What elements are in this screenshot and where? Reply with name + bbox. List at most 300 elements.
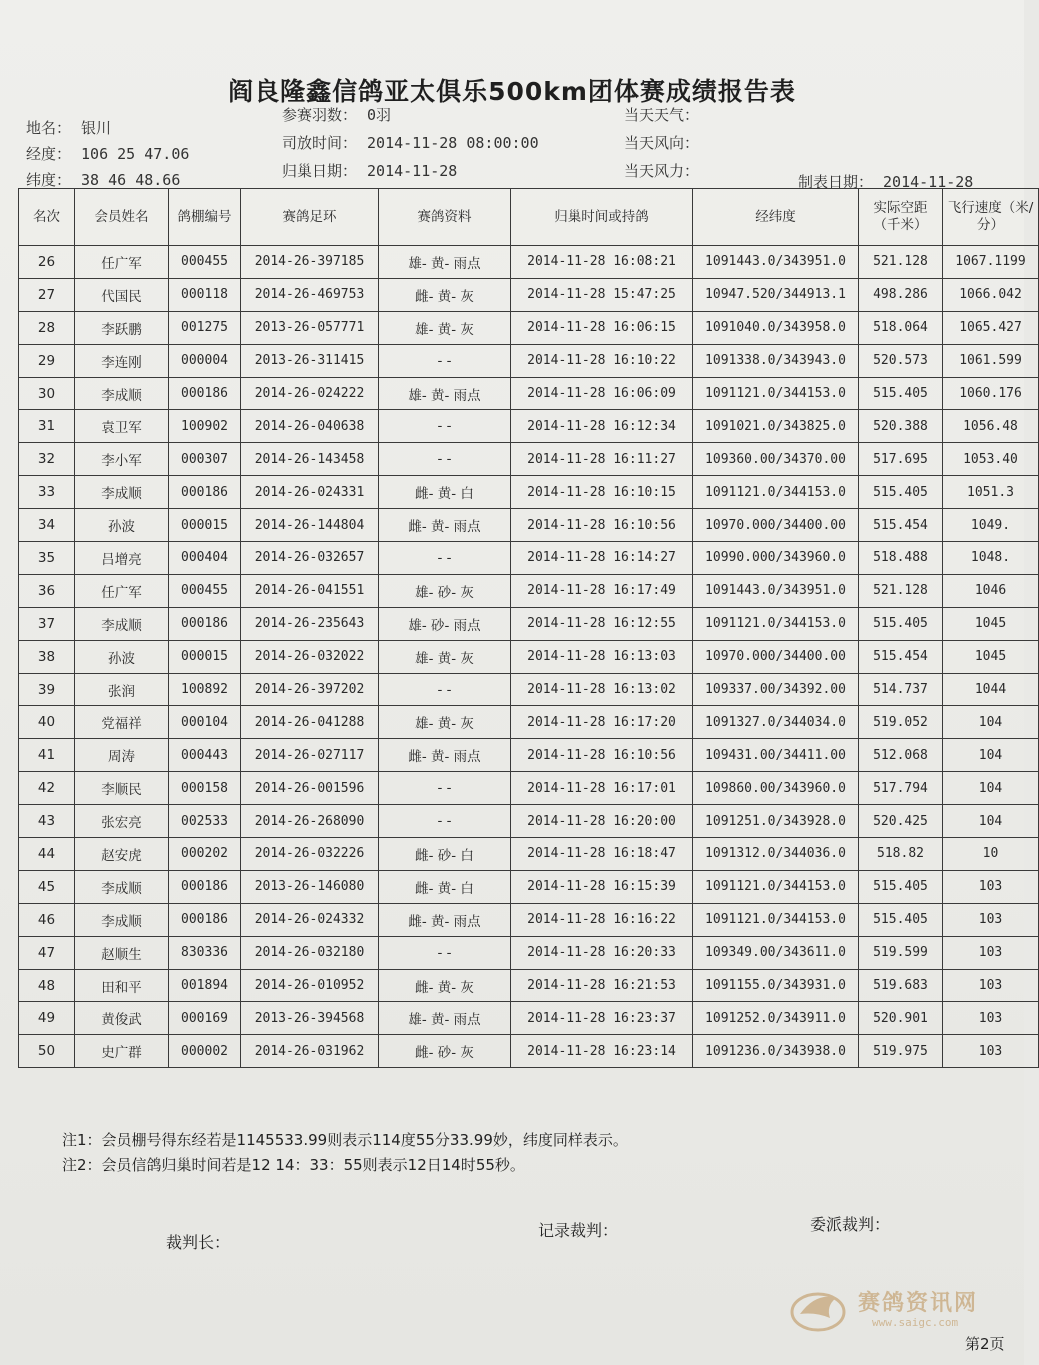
wind-direction-label: 当天风向： (624, 134, 700, 152)
return-time-cell: 2014-11-28 16:20:00 (511, 805, 693, 838)
ring-number-cell: 2014-26-032022 (241, 640, 379, 673)
table-row (19, 1035, 1039, 1068)
table-header-row (19, 189, 1039, 246)
rank-cell: 38 (19, 640, 75, 673)
return-time-cell: 2014-11-28 16:06:15 (511, 311, 693, 344)
latitude-value: 38 46 48.66 (81, 171, 181, 189)
wind-direction-field (624, 132, 699, 153)
rank-cell: 37 (19, 607, 75, 640)
distance-cell: 520.425 (859, 805, 943, 838)
pigeon-info-cell: 雌- 黄- 雨点 (379, 903, 511, 936)
coordinates-cell: 109431.00/34411.00 (693, 739, 859, 772)
coordinates-cell: 1091121.0/344153.0 (693, 607, 859, 640)
distance-cell: 515.405 (859, 870, 943, 903)
speed-cell: 1051.3 (943, 476, 1039, 509)
place-label: 地名： (26, 119, 72, 137)
rank-cell: 43 (19, 805, 75, 838)
return-time-cell: 2014-11-28 16:11:27 (511, 443, 693, 476)
rank-cell: 28 (19, 311, 75, 344)
table-row (19, 509, 1039, 542)
table-row (19, 969, 1039, 1002)
ring-number-cell: 2013-26-311415 (241, 344, 379, 377)
return-time-cell: 2014-11-28 16:10:56 (511, 739, 693, 772)
coordinates-cell: 1091121.0/344153.0 (693, 870, 859, 903)
member-name-cell: 赵安虎 (75, 838, 169, 871)
distance-cell: 515.454 (859, 640, 943, 673)
col-info-header: 赛鸽资料 (379, 189, 511, 246)
longitude-field (26, 143, 189, 164)
member-name-cell: 史广群 (75, 1035, 169, 1068)
coordinates-cell: 1091155.0/343931.0 (693, 969, 859, 1002)
return-time-cell: 2014-11-28 16:23:37 (511, 1002, 693, 1035)
pigeon-info-cell: 雄- 黄- 灰 (379, 311, 511, 344)
place-value: 银川 (81, 119, 112, 137)
coordinates-cell: 1091021.0/343825.0 (693, 410, 859, 443)
member-name-cell: 李成顺 (75, 903, 169, 936)
coordinates-cell: 1091040.0/343958.0 (693, 311, 859, 344)
distance-cell: 520.901 (859, 1002, 943, 1035)
coordinates-cell: 1091252.0/343911.0 (693, 1002, 859, 1035)
loft-number-cell: 100892 (169, 673, 241, 706)
return-value: 2014-11-28 (367, 162, 458, 180)
ring-number-cell: 2014-26-235643 (241, 607, 379, 640)
distance-cell: 519.683 (859, 969, 943, 1002)
speed-cell: 10 (943, 838, 1039, 871)
pigeon-info-cell: 雄- 砂- 雨点 (379, 607, 511, 640)
ring-number-cell: 2014-26-397185 (241, 246, 379, 279)
table-row (19, 936, 1039, 969)
notes-block (62, 1128, 628, 1178)
distance-cell: 521.128 (859, 246, 943, 279)
member-name-cell: 吕增亮 (75, 542, 169, 575)
speed-cell: 104 (943, 739, 1039, 772)
ring-number-cell: 2014-26-397202 (241, 673, 379, 706)
distance-cell: 515.454 (859, 509, 943, 542)
speed-cell: 103 (943, 1002, 1039, 1035)
return-time-cell: 2014-11-28 16:10:15 (511, 476, 693, 509)
speed-cell: 1046 (943, 574, 1039, 607)
ring-number-cell: 2013-26-394568 (241, 1002, 379, 1035)
table-row (19, 344, 1039, 377)
distance-cell: 520.573 (859, 344, 943, 377)
loft-number-cell: 000186 (169, 607, 241, 640)
pigeon-info-cell: 雄- 黄- 雨点 (379, 377, 511, 410)
return-time-cell: 2014-11-28 16:08:21 (511, 246, 693, 279)
member-name-cell: 李连刚 (75, 344, 169, 377)
coordinates-cell: 10947.520/344913.1 (693, 278, 859, 311)
distance-cell: 519.052 (859, 706, 943, 739)
member-name-cell: 李成顺 (75, 377, 169, 410)
return-time-cell: 2014-11-28 16:17:01 (511, 772, 693, 805)
speed-cell: 104 (943, 772, 1039, 805)
return-time-cell: 2014-11-28 16:14:27 (511, 542, 693, 575)
loft-number-cell: 000443 (169, 739, 241, 772)
coordinates-cell: 1091121.0/344153.0 (693, 476, 859, 509)
pigeon-info-cell: - - (379, 344, 511, 377)
table-row (19, 838, 1039, 871)
loft-number-cell: 001894 (169, 969, 241, 1002)
coordinates-cell: 1091121.0/344153.0 (693, 377, 859, 410)
member-name-cell: 党福祥 (75, 706, 169, 739)
table-row (19, 607, 1039, 640)
wind-force-label: 当天风力： (624, 162, 700, 180)
return-time-cell: 2014-11-28 16:10:56 (511, 509, 693, 542)
rank-cell: 30 (19, 377, 75, 410)
ring-number-cell: 2014-26-010952 (241, 969, 379, 1002)
speed-cell: 1045 (943, 640, 1039, 673)
ring-number-cell: 2014-26-040638 (241, 410, 379, 443)
return-time-cell: 2014-11-28 16:12:55 (511, 607, 693, 640)
speed-cell: 103 (943, 1035, 1039, 1068)
member-name-cell: 袁卫军 (75, 410, 169, 443)
loft-number-cell: 000015 (169, 640, 241, 673)
member-name-cell: 代国民 (75, 278, 169, 311)
distance-cell: 519.975 (859, 1035, 943, 1068)
speed-cell: 104 (943, 805, 1039, 838)
latitude-field (26, 169, 180, 190)
results-table (18, 188, 1039, 1068)
rank-cell: 36 (19, 574, 75, 607)
weather-label: 当天天气： (624, 106, 700, 124)
ring-number-cell: 2014-26-001596 (241, 772, 379, 805)
rank-cell: 48 (19, 969, 75, 1002)
loft-number-cell: 000158 (169, 772, 241, 805)
member-name-cell: 李成顺 (75, 476, 169, 509)
rank-cell: 50 (19, 1035, 75, 1068)
rank-cell: 27 (19, 278, 75, 311)
pigeon-info-cell: - - (379, 772, 511, 805)
table-row (19, 443, 1039, 476)
table-row (19, 772, 1039, 805)
pigeon-logo-icon (786, 1284, 850, 1336)
member-name-cell: 李成顺 (75, 870, 169, 903)
table-row (19, 311, 1039, 344)
distance-cell: 519.599 (859, 936, 943, 969)
table-row (19, 410, 1039, 443)
member-name-cell: 李小军 (75, 443, 169, 476)
member-name-cell: 张宏亮 (75, 805, 169, 838)
table-row (19, 739, 1039, 772)
loft-number-cell: 000404 (169, 542, 241, 575)
record-judge-label: 记录裁判： (538, 1221, 619, 1240)
rank-cell: 46 (19, 903, 75, 936)
rank-cell: 32 (19, 443, 75, 476)
ring-number-cell: 2014-26-032657 (241, 542, 379, 575)
coordinates-cell: 1091312.0/344036.0 (693, 838, 859, 871)
rank-cell: 40 (19, 706, 75, 739)
coordinates-cell: 1091251.0/343928.0 (693, 805, 859, 838)
weather-field (624, 104, 699, 125)
pigeon-info-cell: - - (379, 410, 511, 443)
table-row (19, 640, 1039, 673)
distance-cell: 520.388 (859, 410, 943, 443)
rank-cell: 31 (19, 410, 75, 443)
member-name-cell: 张润 (75, 673, 169, 706)
chief-judge-label: 裁判长： (166, 1233, 231, 1252)
table-body (19, 246, 1039, 1068)
speed-cell: 1066.042 (943, 278, 1039, 311)
ring-number-cell: 2014-26-469753 (241, 278, 379, 311)
col-name-header: 会员姓名 (75, 189, 169, 246)
note-1: 注1：会员棚号得东经若是1145533.99则表示114度55分33.99妙，纬度同样表示。 (62, 1131, 628, 1149)
return-time-cell: 2014-11-28 16:06:09 (511, 377, 693, 410)
speed-cell: 1044 (943, 673, 1039, 706)
speed-cell: 104 (943, 706, 1039, 739)
release-field (282, 132, 539, 153)
loft-number-cell: 000186 (169, 903, 241, 936)
speed-cell: 1045 (943, 607, 1039, 640)
return-time-cell: 2014-11-28 16:10:22 (511, 344, 693, 377)
distance-cell: 514.737 (859, 673, 943, 706)
col-time-header: 归巢时间或持鸽 (511, 189, 693, 246)
member-name-cell: 孙波 (75, 640, 169, 673)
ring-number-cell: 2014-26-031962 (241, 1035, 379, 1068)
coordinates-cell: 109349.00/343611.0 (693, 936, 859, 969)
pigeon-info-cell: - - (379, 936, 511, 969)
pigeon-info-cell: 雌- 黄- 雨点 (379, 739, 511, 772)
ring-number-cell: 2014-26-144804 (241, 509, 379, 542)
loft-number-cell: 000307 (169, 443, 241, 476)
pigeon-info-cell: 雌- 砂- 灰 (379, 1035, 511, 1068)
ring-number-cell: 2014-26-024332 (241, 903, 379, 936)
rank-cell: 49 (19, 1002, 75, 1035)
member-name-cell: 任广军 (75, 574, 169, 607)
return-time-cell: 2014-11-28 16:17:49 (511, 574, 693, 607)
coordinates-cell: 1091443.0/343951.0 (693, 246, 859, 279)
return-time-cell: 2014-11-28 16:21:53 (511, 969, 693, 1002)
speed-cell: 1049. (943, 509, 1039, 542)
return-label: 归巢日期： (282, 162, 358, 180)
appointed-judge-label: 委派裁判： (810, 1215, 891, 1234)
rank-cell: 47 (19, 936, 75, 969)
release-label: 司放时间： (282, 134, 358, 152)
ring-number-cell: 2013-26-057771 (241, 311, 379, 344)
distance-cell: 515.405 (859, 377, 943, 410)
ring-number-cell: 2014-26-041288 (241, 706, 379, 739)
pigeon-info-cell: - - (379, 673, 511, 706)
distance-cell: 515.405 (859, 476, 943, 509)
place-field (26, 117, 111, 138)
coordinates-cell: 10990.000/343960.0 (693, 542, 859, 575)
site-watermark (786, 1282, 1016, 1338)
return-time-cell: 2014-11-28 16:17:20 (511, 706, 693, 739)
ring-number-cell: 2014-26-032180 (241, 936, 379, 969)
col-distance-header: 实际空距（千米） (859, 189, 943, 246)
speed-cell: 103 (943, 903, 1039, 936)
table-row (19, 706, 1039, 739)
rank-cell: 42 (19, 772, 75, 805)
watermark-text: 赛鸽资讯网 (858, 1291, 979, 1316)
loft-number-cell: 000015 (169, 509, 241, 542)
speed-cell: 1053.40 (943, 443, 1039, 476)
distance-cell: 515.405 (859, 903, 943, 936)
loft-number-cell: 000186 (169, 476, 241, 509)
pigeon-info-cell: 雌- 黄- 白 (379, 870, 511, 903)
loft-number-cell: 001275 (169, 311, 241, 344)
rank-cell: 35 (19, 542, 75, 575)
member-name-cell: 任广军 (75, 246, 169, 279)
rank-cell: 33 (19, 476, 75, 509)
pigeon-info-cell: 雄- 黄- 灰 (379, 640, 511, 673)
table-row (19, 476, 1039, 509)
member-name-cell: 李成顺 (75, 607, 169, 640)
coordinates-cell: 1091443.0/343951.0 (693, 574, 859, 607)
pigeon-info-cell: - - (379, 443, 511, 476)
distance-cell: 521.128 (859, 574, 943, 607)
table-row (19, 574, 1039, 607)
col-rank-header: 名次 (19, 189, 75, 246)
return-time-cell: 2014-11-28 16:13:02 (511, 673, 693, 706)
distance-cell: 515.405 (859, 607, 943, 640)
return-time-cell: 2014-11-28 16:20:33 (511, 936, 693, 969)
distance-cell: 518.82 (859, 838, 943, 871)
wind-force-field (624, 160, 699, 181)
speed-cell: 1060.176 (943, 377, 1039, 410)
table-row (19, 1002, 1039, 1035)
speed-cell: 103 (943, 969, 1039, 1002)
pigeon-info-cell: - - (379, 542, 511, 575)
watermark-url: www.saigc.com (872, 1316, 959, 1329)
pigeon-info-cell: 雌- 黄- 灰 (379, 969, 511, 1002)
coordinates-cell: 109360.00/34370.00 (693, 443, 859, 476)
loft-number-cell: 000118 (169, 278, 241, 311)
speed-cell: 1065.427 (943, 311, 1039, 344)
entries-value: 0羽 (367, 106, 392, 124)
loft-number-cell: 000455 (169, 246, 241, 279)
release-value: 2014-11-28 08:00:00 (367, 134, 539, 152)
pigeon-info-cell: 雄- 黄- 雨点 (379, 1002, 511, 1035)
ring-number-cell: 2013-26-146080 (241, 870, 379, 903)
table-row (19, 673, 1039, 706)
longitude-label: 经度： (26, 145, 72, 163)
ring-number-cell: 2014-26-041551 (241, 574, 379, 607)
coordinates-cell: 1091338.0/343943.0 (693, 344, 859, 377)
return-time-cell: 2014-11-28 16:18:47 (511, 838, 693, 871)
table-row (19, 805, 1039, 838)
speed-cell: 103 (943, 936, 1039, 969)
rank-cell: 44 (19, 838, 75, 871)
loft-number-cell: 000202 (169, 838, 241, 871)
page-number: 第2页 (965, 1335, 1005, 1353)
speed-cell: 1061.599 (943, 344, 1039, 377)
return-time-cell: 2014-11-28 15:47:25 (511, 278, 693, 311)
loft-number-cell: 000104 (169, 706, 241, 739)
speed-cell: 1067.1199 (943, 246, 1039, 279)
return-time-cell: 2014-11-28 16:15:39 (511, 870, 693, 903)
pigeon-info-cell: 雌- 砂- 白 (379, 838, 511, 871)
ring-number-cell: 2014-26-032226 (241, 838, 379, 871)
coordinates-cell: 10970.000/34400.00 (693, 509, 859, 542)
table-row (19, 246, 1039, 279)
speed-cell: 1048. (943, 542, 1039, 575)
rank-cell: 26 (19, 246, 75, 279)
distance-cell: 518.488 (859, 542, 943, 575)
pigeon-info-cell: 雄- 黄- 雨点 (379, 246, 511, 279)
col-speed-header: 飞行速度（米/分） (943, 189, 1039, 246)
coordinates-cell: 1091236.0/343938.0 (693, 1035, 859, 1068)
distance-cell: 518.064 (859, 311, 943, 344)
ring-number-cell: 2014-26-027117 (241, 739, 379, 772)
latitude-label: 纬度： (26, 171, 72, 189)
loft-number-cell: 100902 (169, 410, 241, 443)
member-name-cell: 李顺民 (75, 772, 169, 805)
report-title: 阎良隆鑫信鸽亚太俱乐500km团体赛成绩报告表 (228, 77, 796, 106)
loft-number-cell: 000455 (169, 574, 241, 607)
member-name-cell: 黄俊武 (75, 1002, 169, 1035)
longitude-value: 106 25 47.06 (81, 145, 190, 163)
distance-cell: 512.068 (859, 739, 943, 772)
loft-number-cell: 002533 (169, 805, 241, 838)
distance-cell: 517.794 (859, 772, 943, 805)
loft-number-cell: 000186 (169, 377, 241, 410)
loft-number-cell: 000004 (169, 344, 241, 377)
table-row (19, 870, 1039, 903)
rank-cell: 41 (19, 739, 75, 772)
coordinates-cell: 109337.00/34392.00 (693, 673, 859, 706)
col-coords-header: 经纬度 (693, 189, 859, 246)
note-2: 注2：会员信鸽归巢时间若是12 14：33：55则表示12日14时55秒。 (62, 1156, 525, 1174)
table-row (19, 903, 1039, 936)
pigeon-info-cell: 雄- 黄- 灰 (379, 706, 511, 739)
return-time-cell: 2014-11-28 16:12:34 (511, 410, 693, 443)
pigeon-info-cell: 雄- 砂- 灰 (379, 574, 511, 607)
rank-cell: 29 (19, 344, 75, 377)
return-field (282, 160, 457, 181)
return-time-cell: 2014-11-28 16:16:22 (511, 903, 693, 936)
coordinates-cell: 109860.00/343960.0 (693, 772, 859, 805)
rank-cell: 34 (19, 509, 75, 542)
member-name-cell: 赵顺生 (75, 936, 169, 969)
made-date-value: 2014-11-28 (883, 173, 974, 191)
pigeon-info-cell: - - (379, 805, 511, 838)
return-time-cell: 2014-11-28 16:23:14 (511, 1035, 693, 1068)
coordinates-cell: 1091327.0/344034.0 (693, 706, 859, 739)
pigeon-info-cell: 雌- 黄- 白 (379, 476, 511, 509)
col-ring-header: 赛鸽足环 (241, 189, 379, 246)
member-name-cell: 李跃鹏 (75, 311, 169, 344)
rank-cell: 45 (19, 870, 75, 903)
distance-cell: 498.286 (859, 278, 943, 311)
pigeon-info-cell: 雌- 黄- 雨点 (379, 509, 511, 542)
ring-number-cell: 2014-26-268090 (241, 805, 379, 838)
entries-field (282, 104, 391, 125)
ring-number-cell: 2014-26-024331 (241, 476, 379, 509)
speed-cell: 1056.48 (943, 410, 1039, 443)
loft-number-cell: 000169 (169, 1002, 241, 1035)
loft-number-cell: 830336 (169, 936, 241, 969)
entries-label: 参赛羽数： (282, 106, 358, 124)
member-name-cell: 周涛 (75, 739, 169, 772)
loft-number-cell: 000186 (169, 870, 241, 903)
coordinates-cell: 10970.000/34400.00 (693, 640, 859, 673)
table-row (19, 542, 1039, 575)
member-name-cell: 田和平 (75, 969, 169, 1002)
col-loft-header: 鸽棚编号 (169, 189, 241, 246)
return-time-cell: 2014-11-28 16:13:03 (511, 640, 693, 673)
coordinates-cell: 1091121.0/344153.0 (693, 903, 859, 936)
rank-cell: 39 (19, 673, 75, 706)
made-date-label: 制表日期： (798, 173, 874, 191)
loft-number-cell: 000002 (169, 1035, 241, 1068)
ring-number-cell: 2014-26-024222 (241, 377, 379, 410)
ring-number-cell: 2014-26-143458 (241, 443, 379, 476)
member-name-cell: 孙波 (75, 509, 169, 542)
distance-cell: 517.695 (859, 443, 943, 476)
table-row (19, 278, 1039, 311)
speed-cell: 103 (943, 870, 1039, 903)
pigeon-info-cell: 雌- 黄- 灰 (379, 278, 511, 311)
table-row (19, 377, 1039, 410)
